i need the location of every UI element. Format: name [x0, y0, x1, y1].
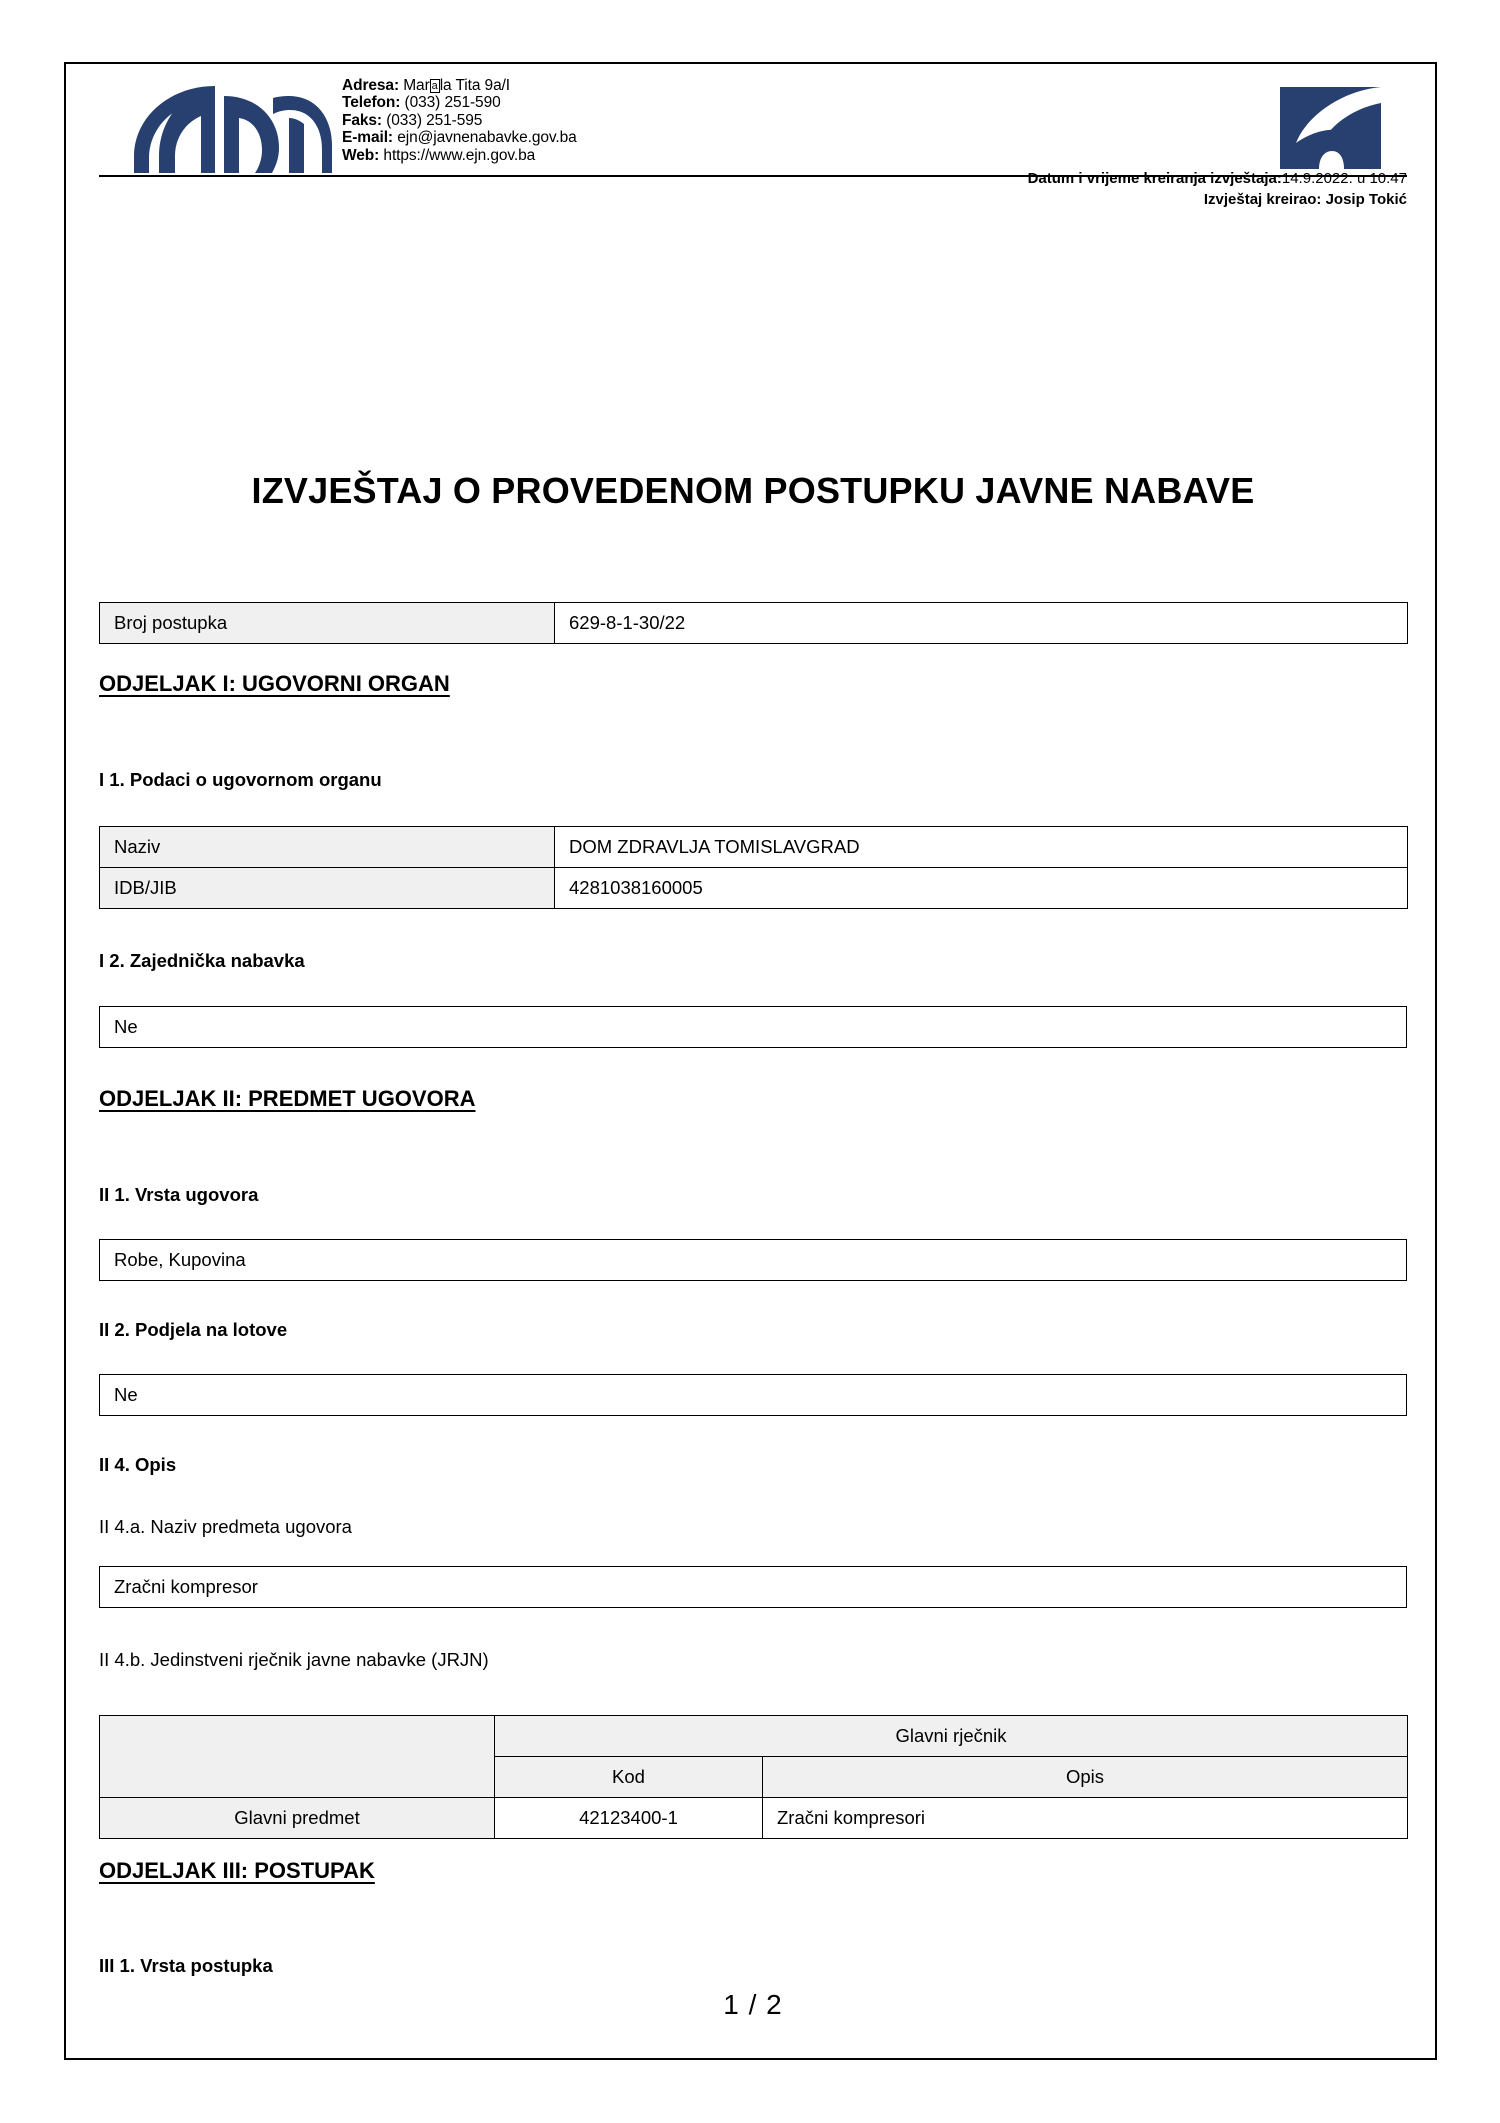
jrjn-col-code-header: Kod [495, 1757, 763, 1798]
table-row [100, 1798, 1408, 1839]
page-title: IZVJEŠTAJ O PROVEDENOM POSTUPKU JAVNE NABAVE [251, 470, 1255, 511]
report-meta [99, 168, 1407, 210]
table-row [100, 1375, 1407, 1416]
jrjn-table [99, 1715, 1408, 1839]
section-ii-1-subheading: II 1. Vrsta ugovora [99, 1184, 259, 1205]
section-i-1-subheading: I 1. Podaci o ugovornom organu [99, 769, 382, 790]
procedure-number-value: 629-8-1-30/22 [555, 603, 1408, 644]
report-author-line [99, 189, 1407, 210]
section-ii-heading: ODJELJAK II: PREDMET UGOVORA [99, 1086, 476, 1111]
ejn-logo-icon [129, 78, 332, 173]
created-datetime-value: 14.9.2022. u 10:47 [1281, 170, 1407, 187]
contract-type-table [99, 1239, 1407, 1281]
header-contact-block [342, 77, 577, 164]
section-iii-1-subheading: III 1. Vrsta postupka [99, 1955, 273, 1976]
section-i-heading: ODJELJAK I: UGOVORNI ORGAN [99, 671, 450, 696]
jrjn-group-header: Glavni rječnik [495, 1716, 1408, 1757]
section-ii-2-subheading: II 2. Podjela na lotove [99, 1319, 288, 1340]
address-label: Adresa: [342, 77, 400, 94]
created-datetime-label: Datum i vrijeme kreiranja izvještaja: [1027, 170, 1282, 187]
web-value: https://www.ejn.gov.ba [383, 146, 536, 164]
jrjn-row-code: 42123400-1 [495, 1798, 763, 1839]
authority-name-value: DOM ZDRAVLJA TOMISLAVGRAD [555, 827, 1408, 868]
page-content [99, 64, 1407, 2058]
page-number-indicator: 1 / 2 [723, 1989, 783, 2020]
authority-idb-value: 4281038160005 [555, 868, 1408, 909]
procedure-number-label: Broj postupka [100, 603, 555, 644]
created-datetime-line [99, 168, 1407, 189]
fax-label: Faks: [342, 111, 382, 129]
address-value-pre: Mar [403, 77, 430, 94]
lots-table [99, 1374, 1407, 1416]
table-row [100, 1716, 1408, 1757]
authority-name-label: Naziv [100, 827, 555, 868]
joint-procurement-table [99, 1006, 1407, 1048]
fax-line [342, 112, 577, 129]
jrjn-row-label: Glavni predmet [100, 1798, 495, 1839]
subject-name-value: Zračni kompresor [100, 1567, 1407, 1608]
address-line [342, 77, 577, 94]
subject-name-table [99, 1566, 1407, 1608]
jrjn-col-desc-header: Opis [763, 1757, 1408, 1798]
table-row [100, 603, 1408, 644]
table-row [100, 1567, 1407, 1608]
phone-label: Telefon: [342, 94, 401, 112]
email-value: ejn@javnenabavke.gov.ba [397, 129, 577, 147]
lots-value: Ne [100, 1375, 1407, 1416]
authority-idb-label: IDB/JIB [100, 868, 555, 909]
phone-value: (033) 251-590 [404, 94, 501, 112]
procedure-number-table [99, 602, 1408, 644]
section-iii-heading: ODJELJAK III: POSTUPAK [99, 1858, 375, 1883]
section-ii-4a-label: II 4.a. Naziv predmeta ugovora [99, 1516, 352, 1537]
document-page [64, 62, 1437, 2060]
email-label: E-mail: [342, 129, 393, 147]
table-row [100, 827, 1408, 868]
phone-line [342, 94, 577, 111]
section-i-2-subheading: I 2. Zajednička nabavka [99, 950, 305, 971]
section-ii-4-subheading: II 4. Opis [99, 1454, 177, 1475]
fax-value: (033) 251-595 [386, 111, 483, 129]
agency-emblem-icon [1280, 77, 1381, 169]
table-row [100, 868, 1408, 909]
joint-procurement-value: Ne [100, 1007, 1407, 1048]
table-row [100, 1007, 1407, 1048]
contract-type-value: Robe, Kupovina [100, 1240, 1407, 1281]
contracting-authority-table [99, 826, 1408, 909]
missing-glyph-box: a [431, 80, 438, 92]
web-label: Web: [342, 146, 380, 164]
table-row [100, 1240, 1407, 1281]
report-author-text: Izvještaj kreirao: Josip Tokić [1203, 191, 1407, 208]
section-ii-4b-label: II 4.b. Jedinstveni rječnik javne nabavke (JRJN) [99, 1649, 489, 1670]
address-value-post: la Tita 9a/I [439, 77, 511, 94]
email-line [342, 129, 577, 146]
web-line [342, 147, 577, 164]
jrjn-corner-cell [100, 1716, 495, 1798]
jrjn-row-desc: Zračni kompresori [763, 1798, 1408, 1839]
